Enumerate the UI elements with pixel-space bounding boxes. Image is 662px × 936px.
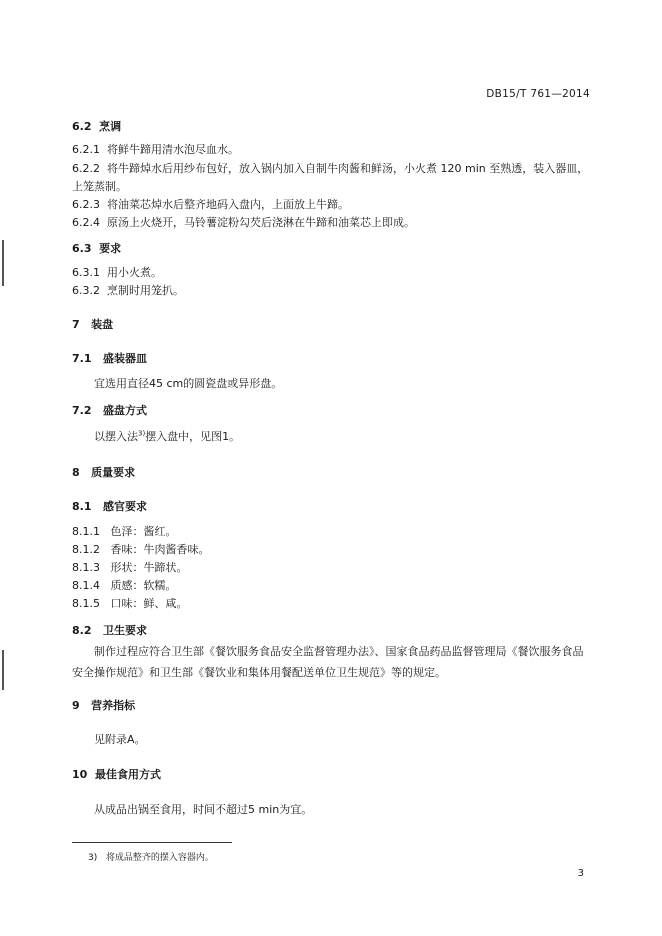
- section-number: 8.1: [72, 500, 92, 513]
- section-7-1-heading: [72, 350, 147, 366]
- section-title: 卫生要求: [103, 624, 147, 637]
- chapter-9-text: 见附录A。: [94, 733, 146, 746]
- section-7-2-text-b: 摆入盘中，见图1。: [145, 430, 241, 443]
- clause-text: 用小火煮。: [107, 266, 162, 279]
- section-number: 6.2: [72, 120, 92, 133]
- page-number: 3: [577, 868, 584, 879]
- footnote-ref: 3): [138, 429, 146, 438]
- section-number: 8.2: [72, 624, 92, 637]
- chapter-title: 质量要求: [91, 466, 136, 479]
- section-7-2-text: [94, 428, 240, 444]
- footnote-divider: [72, 842, 232, 843]
- clause-text: 口味：鲜、咸。: [110, 597, 188, 610]
- clause-text: 将油菜芯焯水后整齐地码入盘内，上面放上牛蹄。: [107, 198, 349, 211]
- clause-number: 6.2.1: [72, 143, 100, 156]
- chapter-number: 9: [72, 699, 80, 712]
- section-7-1-text: 宜选用直径45 cm的圆瓷盘或异形盘。: [94, 377, 283, 390]
- section-6-2-heading: [72, 118, 121, 134]
- footnote-text: 将成品整齐的摆入容器内。: [105, 853, 214, 863]
- scan-edge-mark: [2, 240, 4, 286]
- clause-6-3-2: [72, 282, 184, 298]
- clause-text: 色泽：酱红。: [110, 525, 177, 538]
- chapter-10-heading: [72, 766, 161, 782]
- clause-number: 6.3.2: [72, 284, 100, 297]
- section-8-2-heading: [72, 622, 147, 638]
- section-7-2-heading: [72, 402, 147, 418]
- clause-number: 8.1.4: [72, 579, 100, 592]
- chapter-title: 最佳食用方式: [94, 768, 161, 781]
- standard-code: DB15/T 761—2014: [486, 88, 590, 100]
- clause-number: 6.2.4: [72, 216, 100, 229]
- clause-number: 6.2.2: [72, 162, 100, 175]
- clause-text: 质感：软糯。: [110, 579, 177, 592]
- clause-6-2-2-continuation: 上笼蒸制。: [72, 180, 127, 193]
- clause-text: 将鲜牛蹄用清水泡尽血水。: [107, 143, 239, 156]
- section-7-2-text-a: 以摆入法: [94, 430, 138, 443]
- section-title: 盛盘方式: [103, 404, 147, 417]
- clause-8-1-5: [72, 595, 188, 611]
- clause-text: 原汤上火烧开，马铃薯淀粉勾芡后浇淋在牛蹄和油菜芯上即成。: [107, 216, 415, 229]
- section-title: 感官要求: [103, 500, 147, 513]
- section-number: 7.1: [72, 352, 92, 365]
- clause-8-1-1: [72, 523, 177, 539]
- clause-6-2-3: [72, 196, 349, 212]
- section-number: 6.3: [72, 242, 92, 255]
- clause-number: 8.1.3: [72, 561, 100, 574]
- chapter-8-heading: [72, 464, 135, 480]
- footnote-number: 3): [88, 853, 98, 863]
- clause-number: 8.1.2: [72, 543, 100, 556]
- clause-text: 香味：牛肉酱香味。: [110, 543, 210, 556]
- clause-number: 6.3.1: [72, 266, 100, 279]
- clause-number: 8.1.5: [72, 597, 100, 610]
- clause-8-1-4: [72, 577, 177, 593]
- chapter-title: 营养指标: [91, 699, 136, 712]
- clause-6-2-2: [72, 160, 588, 176]
- chapter-title: 装盘: [91, 318, 114, 331]
- section-number: 7.2: [72, 404, 92, 417]
- clause-number: 6.2.3: [72, 198, 100, 211]
- clause-text: 将牛蹄焯水后用纱布包好，放入锅内加入自制牛肉酱和鲜汤，小火煮 120 min 至熟透，装入器皿，: [107, 162, 589, 175]
- section-title: 要求: [99, 242, 122, 255]
- scan-edge-mark: [2, 650, 4, 690]
- clause-6-2-4: [72, 214, 415, 230]
- section-title: 烹调: [99, 120, 122, 133]
- chapter-9-heading: [72, 697, 135, 713]
- clause-number: 8.1.1: [72, 525, 100, 538]
- clause-8-1-3: [72, 559, 188, 575]
- chapter-number: 8: [72, 466, 80, 479]
- clause-6-2-1: [72, 141, 239, 157]
- section-8-2-text: 制作过程应符合卫生部《餐饮服务食品安全监督管理办法》、国家食品药品监督管理局《餐饮服务食品安全操作规范》和卫生部《餐饮业和集体用餐配送单位卫生规范》等的规定。: [72, 645, 584, 679]
- clause-text: 形状：牛蹄状。: [110, 561, 188, 574]
- section-6-3-heading: [72, 240, 121, 256]
- chapter-number: 10: [72, 768, 88, 781]
- section-title: 盛装器皿: [103, 352, 147, 365]
- clause-6-3-1: [72, 264, 162, 280]
- clause-8-1-2: [72, 541, 210, 557]
- chapter-number: 7: [72, 318, 80, 331]
- chapter-10-text: 从成品出锅至食用，时间不超过5 min为宜。: [94, 803, 313, 816]
- footnote: [88, 850, 214, 863]
- section-8-1-heading: [72, 498, 147, 514]
- clause-text: 烹制时用笼扒。: [107, 284, 184, 297]
- chapter-7-heading: [72, 316, 113, 332]
